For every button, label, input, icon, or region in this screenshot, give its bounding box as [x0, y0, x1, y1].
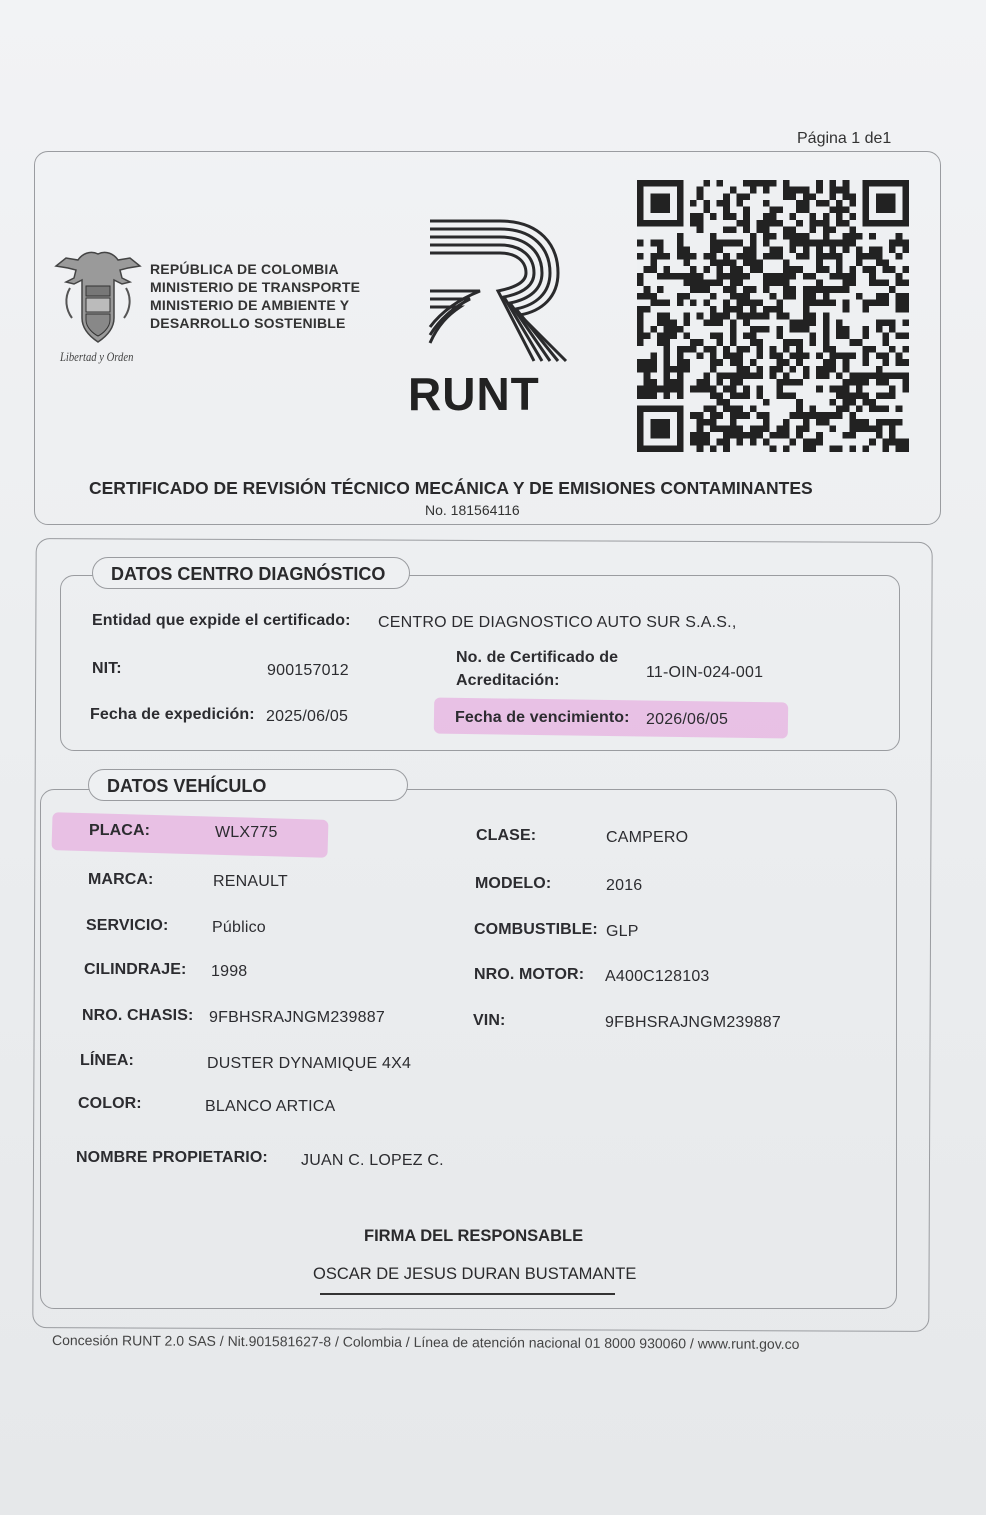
ministry-block: [150, 260, 360, 332]
page-number: Página 1 de1: [797, 130, 892, 147]
linea-value: DUSTER DYNAMIQUE 4X4: [207, 1055, 412, 1072]
placa-label: PLACA:: [89, 822, 151, 839]
certificate-number: No. 181564116: [425, 502, 520, 518]
vehiculo-section-title: DATOS VEHÍCULO: [88, 769, 408, 801]
certificate-title: CERTIFICADO DE REVISIÓN TÉCNICO MECÁNICA Y DE EMISIONES CONTAMINANTES: [89, 478, 813, 498]
ministry-line: DESARROLLO SOSTENIBLE: [150, 315, 346, 331]
ministry-line: REPÚBLICA DE COLOMBIA: [150, 261, 339, 277]
signature-line: [320, 1293, 615, 1295]
expedicion-value: 2025/06/05: [266, 708, 349, 725]
firma-name: OSCAR DE JESUS DURAN BUSTAMANTE: [313, 1265, 637, 1283]
servicio-label: SERVICIO:: [86, 917, 169, 934]
nit-label: NIT:: [92, 660, 122, 677]
placa-value: WLX775: [215, 824, 278, 841]
entidad-value: CENTRO DE DIAGNOSTICO AUTO SUR S.A.S.,: [378, 614, 737, 631]
chasis-label: NRO. CHASIS:: [82, 1007, 194, 1024]
ministry-line: MINISTERIO DE AMBIENTE Y: [150, 297, 350, 313]
motor-value: A400C128103: [605, 968, 710, 985]
firma-title: FIRMA DEL RESPONSABLE: [364, 1227, 584, 1245]
runt-logo-icon: [420, 215, 570, 365]
footer-text: Concesión RUNT 2.0 SAS / Nit.901581627-8 / Colombia / Línea de atención nacional 01 8000 930060 / www.runt.gov.co: [51, 1332, 800, 1352]
motto: Libertad y Orden: [60, 350, 134, 364]
entidad-label: Entidad que expide el certificado:: [92, 612, 351, 629]
vin-label: VIN:: [473, 1012, 506, 1029]
clase-value: CAMPERO: [606, 829, 689, 846]
vin-value: 9FBHSRAJNGM239887: [605, 1014, 781, 1031]
marca-value: RENAULT: [213, 873, 288, 890]
acreditacion-label-line2: Acreditación:: [456, 672, 560, 689]
servicio-value: Público: [212, 919, 266, 936]
nit-value: 900157012: [267, 662, 349, 679]
clase-label: CLASE:: [476, 827, 537, 844]
ministry-line: MINISTERIO DE TRANSPORTE: [150, 279, 361, 295]
cilindraje-label: CILINDRAJE:: [84, 961, 187, 978]
acreditacion-value: 11-OIN-024-001: [646, 664, 764, 681]
motor-label: NRO. MOTOR:: [474, 966, 585, 983]
linea-label: LÍNEA:: [80, 1052, 134, 1069]
combustible-label: COMBUSTIBLE:: [474, 921, 598, 938]
runt-logo-text: RUNT: [408, 368, 540, 420]
vencimiento-value: 2026/06/05: [646, 711, 729, 728]
marca-label: MARCA:: [88, 871, 154, 888]
color-value: BLANCO ARTICA: [205, 1098, 336, 1115]
coat-of-arms-icon: [52, 248, 144, 348]
qr-code-icon: [636, 180, 910, 452]
combustible-value: GLP: [606, 923, 639, 940]
propietario-label: NOMBRE PROPIETARIO:: [76, 1149, 268, 1166]
cilindraje-value: 1998: [211, 963, 248, 980]
centro-section-title: DATOS CENTRO DIAGNÓSTICO: [92, 557, 410, 589]
propietario-value: JUAN C. LOPEZ C.: [301, 1152, 444, 1169]
modelo-value: 2016: [606, 877, 643, 894]
expedicion-label: Fecha de expedición:: [90, 706, 255, 723]
acreditacion-label-line1: No. de Certificado de: [456, 649, 619, 666]
modelo-label: MODELO:: [475, 875, 552, 892]
chasis-value: 9FBHSRAJNGM239887: [209, 1009, 385, 1026]
color-label: COLOR:: [78, 1095, 142, 1112]
vencimiento-label: Fecha de vencimiento:: [455, 709, 630, 726]
